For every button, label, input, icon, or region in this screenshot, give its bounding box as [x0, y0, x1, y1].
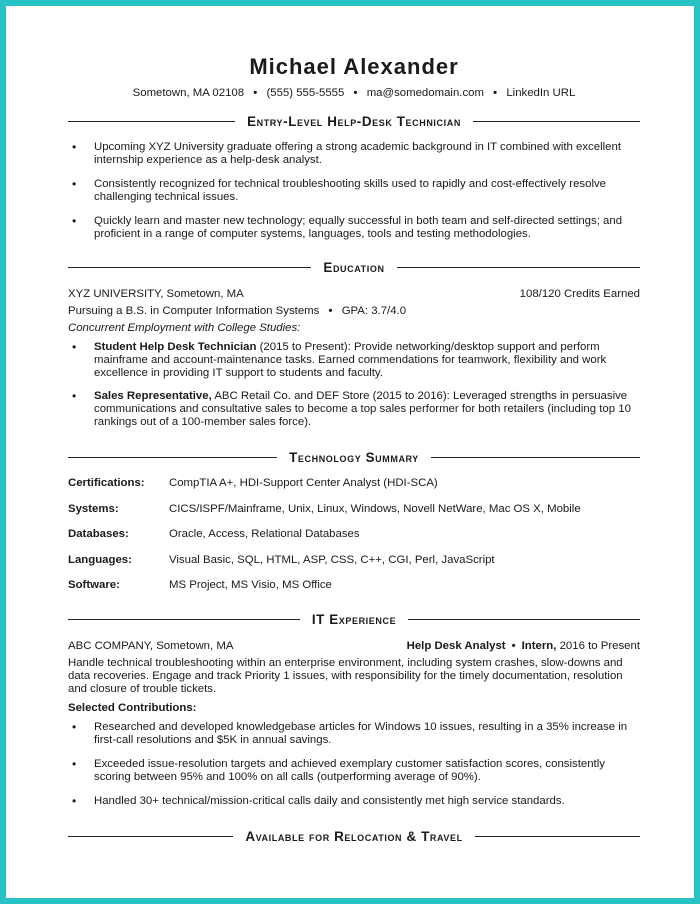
tech-value: CICS/ISPF/Mainframe, Unix, Linux, Windows, Novell NetWare, Mac OS X, Mobile: [169, 503, 581, 515]
experience-description: Handle technical troubleshooting within an enterprise environment, including system crashes, slow-downs and data recoveries. Engage and track Priority 1 issues, with responsibility for the timely documentation, resolution and closure of trouble tickets.: [68, 657, 623, 695]
role-line: [407, 640, 640, 653]
footer-heading: [68, 828, 640, 844]
company-name: ABC COMPANY, Sometown, MA: [68, 640, 234, 652]
contributions-list: [68, 721, 640, 808]
separator-dot: •: [253, 87, 258, 99]
separator-dot: •: [493, 87, 498, 99]
tech-label: Certifications:: [68, 477, 145, 489]
technology-title: Technology Summary: [289, 449, 419, 465]
tech-value: Visual Basic, SQL, HTML, ASP, CSS, C++, CGI, Perl, JavaScript: [169, 554, 495, 566]
divider: [68, 619, 300, 620]
summary-item: • Consistently recognized for technical troubleshooting skills used to rapidly and cost-effectively resolve challenging technical issues.: [68, 178, 640, 204]
summary-item: • Quickly learn and master new technology; equally successful in both team and self-directed settings; and proficient in a range of computer systems, languages, tools and testing methodologies.: [68, 215, 640, 241]
contact-linkedin[interactable]: LinkedIn URL: [506, 87, 576, 99]
divider: [397, 267, 640, 268]
experience-title: IT Experience: [311, 611, 397, 627]
summary-list: [68, 141, 640, 241]
tech-value: Oracle, Access, Relational Databases: [169, 528, 360, 540]
experience-heading: [68, 611, 640, 627]
tech-label: Systems:: [68, 503, 119, 515]
education-title: Education: [323, 259, 385, 275]
contact-line: [68, 87, 640, 100]
tech-value: CompTIA A+, HDI-Support Center Analyst (HDI-SCA): [169, 477, 438, 489]
college-job-item: [68, 390, 640, 429]
job-title: Sales Representative,: [94, 390, 212, 402]
divider: [68, 457, 277, 458]
degree: Pursuing a B.S. in Computer Information Systems: [68, 305, 320, 317]
college-job-item: [68, 341, 640, 380]
separator-dot: •: [328, 305, 333, 317]
separator-dot: •: [353, 87, 358, 99]
job-title: Student Help Desk Technician: [94, 341, 257, 353]
college-jobs-list: [68, 341, 640, 429]
divider: [68, 121, 235, 122]
separator-dot: •: [511, 640, 516, 652]
technology-heading: [68, 449, 640, 465]
summary-item: • Upcoming XYZ University graduate offering a strong academic background in IT combined with excellent internship experience as a help-desk analyst.: [68, 141, 640, 167]
contribution-item: • Handled 30+ technical/mission-critical calls daily and consistently met high service standards.: [68, 795, 640, 808]
gpa: GPA: 3.7/4.0: [341, 305, 407, 317]
candidate-name: Michael Alexander: [249, 54, 459, 79]
divider: [431, 457, 640, 458]
concurrent-employment-label: Concurrent Employment with College Studies:: [68, 322, 301, 334]
education-school-row: [68, 288, 640, 301]
divider: [473, 121, 640, 122]
tech-label: Languages:: [68, 554, 132, 566]
resume-page: [6, 6, 694, 898]
divider: [68, 267, 311, 268]
education-heading: [68, 259, 640, 275]
contribution-item: • Researched and developed knowledgebase articles for Windows 10 issues, resulting in a 35% increase in first-call resolutions and $5K in annual savings.: [68, 721, 640, 747]
footer-title: Available for Relocation & Travel: [245, 828, 463, 844]
role-type: Intern,: [521, 640, 557, 652]
tech-label: Databases:: [68, 528, 129, 540]
contact-phone: (555) 555-5555: [266, 87, 345, 99]
divider: [68, 836, 233, 837]
headline-title: Entry-Level Help-Desk Technician: [247, 113, 461, 129]
job-description: ABC Retail Co. and DEF Store (2015 to 2016): Leveraged strengths in persuasive communications and consultative sales to become a top sales performer for both retailers (including top 10 rankings out of a 100-member sales force).: [94, 390, 631, 428]
headline-heading: [68, 113, 640, 129]
divider: [475, 836, 640, 837]
school-name: XYZ UNIVERSITY, Sometown, MA: [68, 288, 244, 300]
contact-email[interactable]: ma@somedomain.com: [366, 87, 484, 99]
experience-company-row: [68, 640, 640, 653]
divider: [408, 619, 640, 620]
tech-value: MS Project, MS Visio, MS Office: [169, 579, 332, 591]
contributions-label: Selected Contributions:: [68, 702, 197, 714]
education-degree-row: [68, 305, 640, 318]
role-dates: 2016 to Present: [559, 640, 640, 652]
contribution-item: • Exceeded issue-resolution targets and achieved exemplary customer satisfaction scores, consistently scoring between 95% and 100% on all calls (outperforming average of 90%).: [68, 758, 640, 784]
tech-label: Software:: [68, 579, 120, 591]
role-title: Help Desk Analyst: [406, 640, 506, 652]
job-description: (2015 to Present): Provide networking/desktop support and perform mainframe and account-maintenance tasks. Earned commendations for teamwork, flexibility and work excellence in providing IT support to students and faculty.: [94, 341, 607, 379]
contact-location: Sometown, MA 02108: [132, 87, 245, 99]
credits-earned: 108/120 Credits Earned: [519, 288, 640, 300]
